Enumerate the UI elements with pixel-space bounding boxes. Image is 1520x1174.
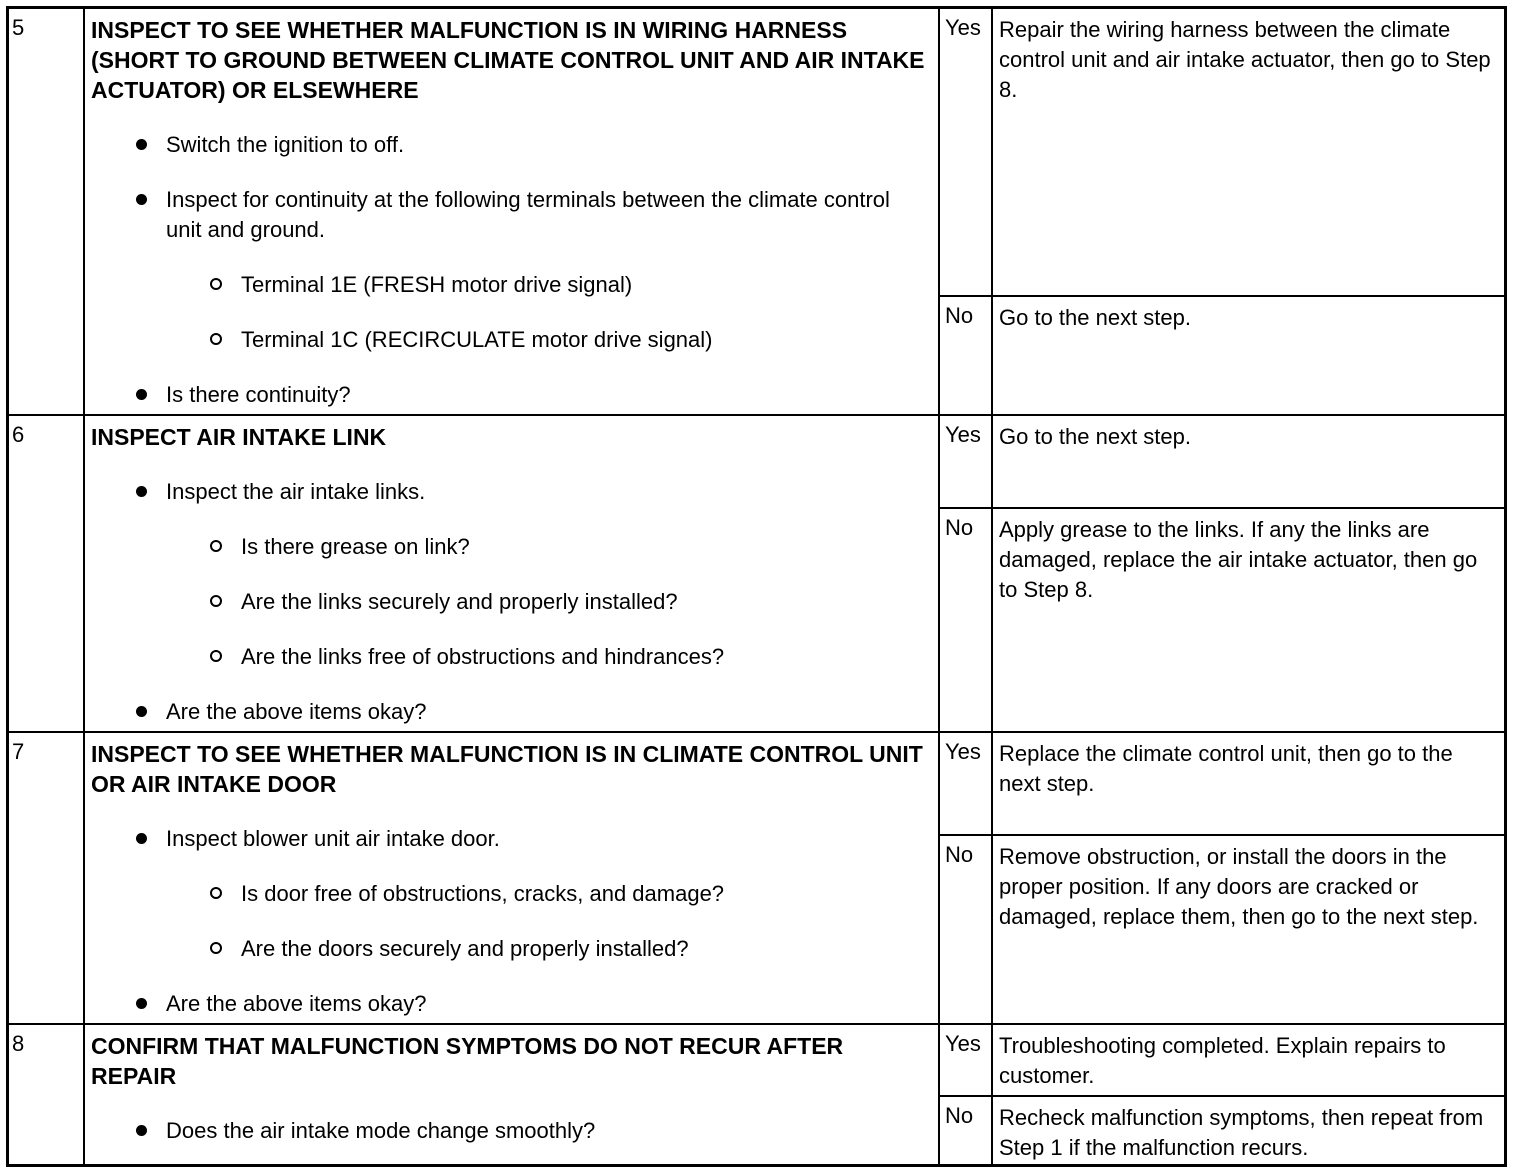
- no-action: Apply grease to the links. If any the links are damaged, replace the air intake actuator, then go to Step 8.: [999, 517, 1478, 602]
- sub-bullet-item: Are the links securely and properly installed?: [91, 587, 931, 617]
- troubleshooting-table: [6, 6, 1507, 1167]
- step-row-5: [9, 9, 1504, 416]
- no-action: Recheck malfunction symptoms, then repeat from Step 1 if the malfunction recurs.: [999, 1105, 1484, 1160]
- result-no: [938, 509, 1504, 731]
- step-results: [938, 416, 1504, 731]
- bullet-ring-icon: [210, 333, 222, 345]
- step-number: 6: [12, 422, 25, 447]
- step-row-8: [9, 1025, 1504, 1164]
- bullet-dot-icon: [136, 998, 147, 1009]
- bullet-item: Inspect for continuity at the following terminals between the climate control unit and ground.: [91, 185, 931, 245]
- step-procedure: [91, 1031, 931, 1146]
- step-number: 7: [12, 739, 25, 764]
- sub-bullet-item: Is door free of obstructions, cracks, and damage?: [91, 879, 936, 909]
- yes-label: Yes: [945, 15, 981, 40]
- bullet-item: Are the above items okay?: [91, 697, 931, 727]
- step-row-7: [9, 733, 1504, 1025]
- yes-action: Go to the next step.: [999, 424, 1192, 449]
- result-yes: [938, 733, 1504, 834]
- step-results: [938, 1025, 1504, 1164]
- sub-bullet-item: Are the links free of obstructions and hindrances?: [91, 642, 931, 672]
- bullet-ring-icon: [210, 650, 222, 662]
- bullet-item: Are the above items okay?: [91, 989, 936, 1019]
- step-title: CONFIRM THAT MALFUNCTION SYMPTOMS DO NOT RECUR AFTER REPAIR: [91, 1033, 844, 1089]
- step-title: INSPECT TO SEE WHETHER MALFUNCTION IS IN CLIMATE CONTROL UNIT OR AIR INTAKE DOOR: [91, 741, 923, 797]
- step-number: 5: [12, 15, 25, 40]
- result-yes: [938, 416, 1504, 507]
- yes-action: Replace the climate control unit, then go to the next step.: [999, 741, 1453, 796]
- step-procedure: [91, 422, 931, 727]
- bullet-dot-icon: [136, 194, 147, 205]
- step-title: INSPECT TO SEE WHETHER MALFUNCTION IS IN WIRING HARNESS (SHORT TO GROUND BETWEEN CLIMATE CONTROL UNIT AND AIR INTAKE ACTUATOR) OR ELSEWHERE: [91, 17, 925, 103]
- result-no: [938, 1097, 1504, 1164]
- bullet-item: Inspect blower unit air intake door.: [91, 824, 936, 854]
- bullet-item: Switch the ignition to off.: [91, 130, 931, 160]
- bullet-dot-icon: [136, 833, 147, 844]
- no-label: No: [945, 515, 974, 540]
- step-number: 8: [12, 1031, 25, 1056]
- yes-label: Yes: [945, 739, 981, 764]
- step-row-6: [9, 416, 1504, 733]
- sub-bullet-item: Are the doors securely and properly installed?: [91, 934, 936, 964]
- bullet-dot-icon: [136, 389, 147, 400]
- result-yes: [938, 1025, 1504, 1095]
- bullet-dot-icon: [136, 139, 147, 150]
- yes-action: Repair the wiring harness between the climate control unit and air intake actuator, then go to Step 8.: [999, 17, 1491, 102]
- bullet-dot-icon: [136, 706, 147, 717]
- no-label: No: [945, 1103, 974, 1128]
- no-action: Go to the next step.: [999, 305, 1192, 330]
- result-yes: [938, 9, 1504, 295]
- yes-label: Yes: [945, 1031, 981, 1056]
- no-label: No: [945, 303, 974, 328]
- bullet-dot-icon: [136, 1125, 147, 1136]
- bullet-ring-icon: [210, 540, 222, 552]
- step-results: [938, 9, 1504, 414]
- no-action: Remove obstruction, or install the doors in the proper position. If any doors are cracked or damaged, replace them, then go to the next step.: [999, 844, 1479, 929]
- bullet-dot-icon: [136, 486, 147, 497]
- step-procedure: [91, 15, 931, 410]
- yes-action: Troubleshooting completed. Explain repairs to customer.: [999, 1033, 1446, 1088]
- bullet-ring-icon: [210, 942, 222, 954]
- bullet-ring-icon: [210, 278, 222, 290]
- bullet-item: Inspect the air intake links.: [91, 477, 931, 507]
- step-procedure: [91, 739, 936, 1019]
- bullet-item: Does the air intake mode change smoothly?: [91, 1116, 931, 1146]
- sub-bullet-item: Terminal 1E (FRESH motor drive signal): [91, 270, 931, 300]
- sub-bullet-item: Terminal 1C (RECIRCULATE motor drive signal): [91, 325, 931, 355]
- no-label: No: [945, 842, 974, 867]
- yes-label: Yes: [945, 422, 981, 447]
- bullet-ring-icon: [210, 887, 222, 899]
- sub-bullet-item: Is there grease on link?: [91, 532, 931, 562]
- step-results: [938, 733, 1504, 1023]
- result-no: [938, 836, 1504, 1023]
- bullet-ring-icon: [210, 595, 222, 607]
- result-no: [938, 297, 1504, 414]
- step-title: INSPECT AIR INTAKE LINK: [91, 424, 387, 450]
- bullet-item: Is there continuity?: [91, 380, 931, 410]
